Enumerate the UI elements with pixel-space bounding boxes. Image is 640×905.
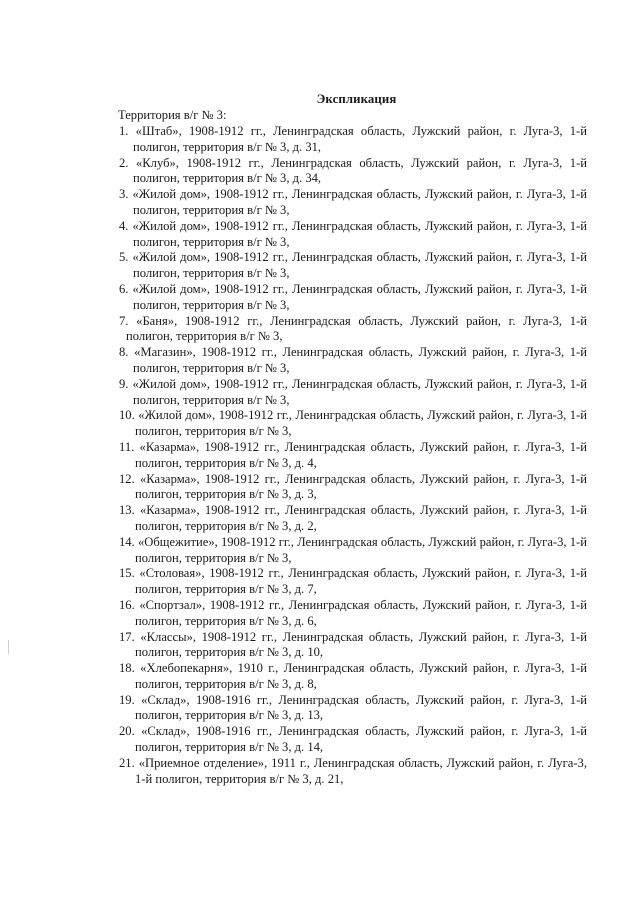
item-text: «Жилой дом», 1908-1912 гг., Ленинградская область, Лужский район, г. Луга-3, 1-й полигон, территория в/г № 3, [132,187,587,217]
item-text: «Общежитие», 1908-1912 гг., Ленинградская область, Лужский район, г. Луга-3, 1-й полигон, территория в/г № 3, [135,534,587,565]
item-text: «Казарма», 1908-1912 гг., Ленинградская область, Лужский район, г. Луга-3, 1-й полигон, территория в/г № 3, д. 2, [135,503,587,533]
item-text: «Склад», 1908-1916 гг., Ленинградская область, Лужский район, г. Луга-3, 1-й полигон, территория в/г № 3, д. 13, [135,692,587,723]
item-number: 5. [119,250,129,265]
list-item [119,313,588,346]
item-text: «Клуб», 1908-1912 гг., Ленинградская область, Лужский район, г. Луга-3, 1-й полигон, территория в/г № 3, д. 34, [133,155,587,186]
list-item [119,187,587,219]
item-number: 7. [119,313,129,328]
item-number: 1. [119,124,129,138]
item-number: 14. [119,534,135,549]
item-text: «Жилой дом», 1908-1912 гг., Ленинградская область, Лужский район, г. Луга-3, 1-й полигон, территория в/г № 3, [132,376,587,407]
item-text: «Столовая», 1908-1912 гг., Ленинградская область, Лужский район, г. Луга-3, 1-й полигон, территория в/г № 3, д. 7, [135,566,587,597]
item-text: «Жилой дом», 1908-1912 гг., Ленинградская область, Лужский район, г. Луга-3, 1-й полигон, территория в/г № 3, [132,218,587,249]
item-text: «Магазин», 1908-1912 гг., Ленинградская область, Лужский район, г. Луга-3, 1-й полигон, территория в/г № 3, [133,345,587,375]
item-number: 4. [119,218,129,233]
list-item [119,250,587,282]
item-number: 6. [119,281,129,296]
list-item [119,630,587,662]
list-item [119,724,587,756]
list-item [119,472,587,504]
list-item [119,661,587,693]
item-text: «Жилой дом», 1908-1912 гг., Ленинградская область, Лужский район, г. Луга-3, 1-й полигон, территория в/г № 3, [135,408,587,439]
item-number: 20. [119,724,135,739]
item-text: «Казарма», 1908-1912 гг., Ленинградская область, Лужский район, г. Луга-3, 1-й полигон, территория в/г № 3, д. 4, [135,439,587,470]
item-number: 12. [119,471,135,486]
item-number: 8. [119,345,129,360]
list-item [119,693,587,725]
list-item [119,566,587,598]
item-number: 18. [119,661,135,676]
list-item [119,219,587,251]
item-number: 13. [119,503,135,518]
list-item [119,156,587,188]
item-text: «Спортзал», 1908-1912 гг., Ленинградская область, Лужский район, г. Луга-3, 1-й полигон, территория в/г № 3, д. 6, [135,597,587,628]
page-title: Экспликация [316,92,397,106]
item-text: «Склад», 1908-1916 гг., Ленинградская область, Лужский район, г. Луга-3, 1-й полигон, территория в/г № 3, д. 14, [135,724,587,755]
item-number: 19. [119,692,135,707]
item-text: «Жилой дом», 1908-1912 гг., Ленинградская область, Лужский район, г. Луга-3, 1-й полигон, территория в/г № 3, [132,281,587,312]
list-item [119,345,587,377]
item-number: 10. [119,408,135,423]
item-number: 16. [119,597,135,612]
item-text: «Жилой дом», 1908-1912 гг., Ленинградская область, Лужский район, г. Луга-3, 1-й полигон, территория в/г № 3, [132,250,587,281]
section-subtitle: Территория в/г № 3: [118,108,227,122]
item-text: «Баня», 1908-1912 гг., Ленинградская область, Лужский район, г. Луга-3, 1-й полигон, территория в/г № 3, [126,313,588,344]
list-item [119,408,587,440]
list-item [119,503,587,535]
item-text: «Хлебопекарня», 1910 г., Ленинградская область, Лужский район, г. Луга-3, 1-й полигон, территория в/г № 3, д. 8, [135,661,587,691]
list-item [119,282,587,314]
item-number: 2. [119,155,129,170]
list-item [119,124,587,156]
item-number: 9. [119,376,129,391]
item-text: «Штаб», 1908-1912 гг., Ленинградская область, Лужский район, г. Луга-3, 1-й полигон, территория в/г № 3, д. 31, [133,124,587,154]
item-number: 15. [119,566,135,581]
item-text: «Приемное отделение», 1911 г., Ленинградская область, Лужский район, г. Луга-3, 1-й полигон, территория в/г № 3, д. 21, [135,755,587,786]
item-number: 3. [119,187,129,202]
list-item [119,756,587,788]
item-number: 11. [119,439,135,454]
scan-margin-mark [8,640,9,654]
explication-list [119,124,587,787]
list-item [119,535,587,567]
list-item [119,440,587,472]
item-number: 21. [119,755,135,770]
item-number: 17. [119,629,135,644]
list-item [119,598,587,630]
item-text: «Классы», 1908-1912 гг., Ленинградская область, Лужский район, г. Луга-3, 1-й полигон, территория в/г № 3, д. 10, [135,629,587,660]
list-item [119,377,587,409]
item-text: «Казарма», 1908-1912 гг., Ленинградская область, Лужский район, г. Луга-3, 1-й полигон, территория в/г № 3, д. 3, [135,471,587,502]
